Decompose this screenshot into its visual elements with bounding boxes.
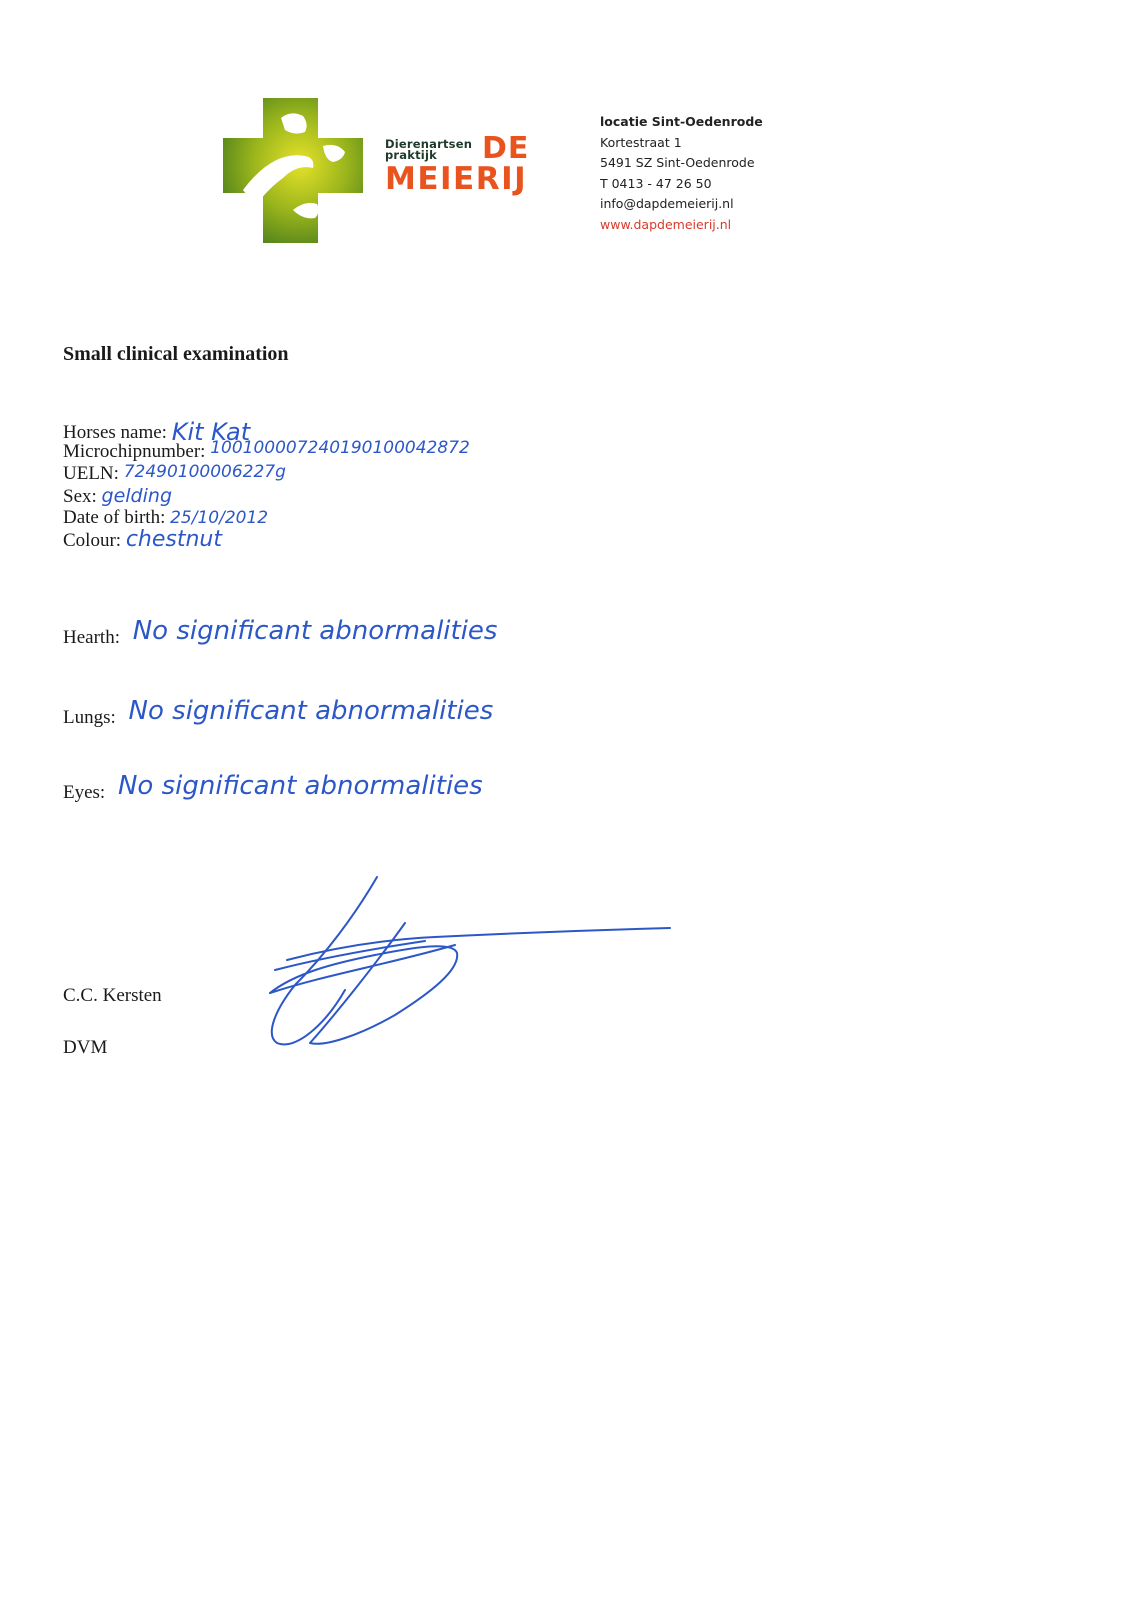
field-label: Date of birth: [63, 507, 166, 528]
document-title: Small clinical examination [63, 343, 289, 365]
field-date-of-birth [63, 507, 470, 529]
field-label: UELN: [63, 463, 119, 484]
field-ueln [63, 463, 470, 485]
address-email: info@dapdemeierij.nl [600, 196, 734, 211]
signer-name: C.C. Kersten [63, 985, 162, 1006]
exam-lungs [63, 696, 494, 733]
field-value: 25/10/2012 [170, 508, 269, 528]
exam-label: Lungs: [63, 707, 116, 728]
clinic-brand [385, 131, 545, 201]
field-value: chestnut [125, 527, 222, 552]
field-label: Microchipnumber: [63, 441, 206, 462]
exam-hearth [63, 616, 498, 653]
horse-details [63, 419, 470, 551]
exam-finding: No significant abnormalities [128, 696, 494, 726]
handwritten-signature [265, 875, 675, 1055]
clinic-address [600, 112, 763, 235]
field-value: 100100007240190100042872 [210, 438, 470, 458]
address-city: 5491 SZ Sint-Oedenrode [600, 155, 755, 170]
signer-title: DVM [63, 1037, 108, 1058]
exam-label: Eyes: [63, 782, 106, 803]
brand-meierij-wordmark: MEIERIJ [385, 161, 528, 197]
brand-practice-label: Dierenartsen praktijk [385, 137, 473, 162]
field-microchip [63, 438, 470, 463]
field-colour [63, 529, 470, 551]
exam-finding: No significant abnormalities [132, 616, 498, 646]
exam-eyes [63, 771, 483, 808]
field-label: Colour: [63, 530, 122, 551]
field-sex [63, 485, 470, 507]
address-location: locatie Sint-Oedenrode [600, 114, 763, 129]
field-label: Horses name: [63, 422, 167, 443]
field-value: gelding [101, 485, 173, 507]
clinic-logo-icon [223, 98, 363, 243]
field-value: 72490100006227g [123, 462, 286, 482]
brand-de-wordmark: DE [482, 131, 530, 166]
address-website: www.dapdemeierij.nl [600, 216, 732, 232]
field-value: Kit Kat [171, 418, 251, 446]
exam-finding: No significant abnormalities [117, 771, 483, 801]
field-label: Sex: [63, 486, 97, 507]
exam-label: Hearth: [63, 627, 120, 648]
address-street: Kortestraat 1 [600, 134, 682, 150]
address-phone: T 0413 - 47 26 50 [600, 175, 712, 191]
